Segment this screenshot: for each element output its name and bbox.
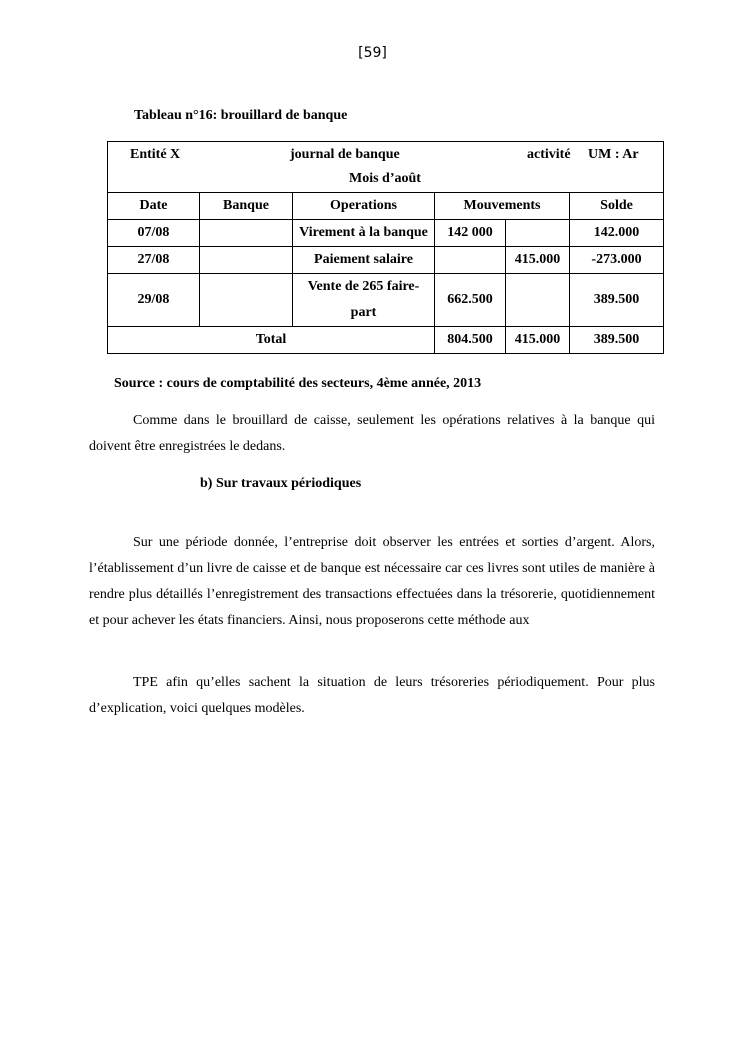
- total-credit: 415.000: [506, 327, 570, 354]
- column-header-date: Date: [108, 193, 200, 220]
- row-date: 27/08: [108, 247, 200, 274]
- row-credit: [506, 220, 570, 247]
- row-balance: 389.500: [570, 274, 664, 327]
- total-label: Total: [108, 327, 435, 354]
- paragraph-2: Sur une période donnée, l’entreprise doit observer les entrées et sorties d’argent. Alors, l’établissement d’un livre de caisse et de banque est nécessaire car ces livres sont utiles de manière à rendre plus détaillés l’enregistrement des transactions effectuées dans la trésorerie, quotidiennement et pour achever les états financiers. Ainsi, nous proposerons cette méthode aux: [89, 535, 655, 628]
- journal-label: journal de banque: [290, 147, 400, 162]
- month-label: Mois d’août: [349, 171, 421, 186]
- column-header-bank: Banque: [200, 193, 293, 220]
- table-header-block: [108, 142, 664, 193]
- row-bank: [200, 220, 293, 247]
- table-row: [108, 247, 664, 274]
- row-bank: [200, 247, 293, 274]
- row-debit: [435, 247, 506, 274]
- page-number: [59]: [358, 45, 387, 61]
- table-row: [108, 220, 664, 247]
- unit-label: UM : Ar: [588, 147, 639, 162]
- row-operation: Virement à la banque: [293, 220, 435, 247]
- table-source: Source : cours de comptabilité des secteurs, 4ème année, 2013: [114, 376, 482, 391]
- row-credit: [506, 274, 570, 327]
- section-subheading: b) Sur travaux périodiques: [200, 476, 362, 491]
- column-header-row: [108, 193, 664, 220]
- paragraph-1: Comme dans le brouillard de caisse, seulement les opérations relatives à la banque qui doivent être enregistrées le dedans.: [89, 413, 655, 454]
- column-header-movements: Mouvements: [435, 193, 570, 220]
- total-balance: 389.500: [570, 327, 664, 354]
- total-debit: 804.500: [435, 327, 506, 354]
- table-row: [108, 274, 664, 327]
- table-caption: Tableau n°16: brouillard de banque: [134, 108, 348, 123]
- total-row: [108, 327, 664, 354]
- paragraph-3: TPE afin qu’elles sachent la situation de leurs trésoreries périodiquement. Pour plus d’explication, voici quelques modèles.: [89, 675, 655, 716]
- activity-label: activité: [527, 147, 571, 162]
- entity-label: Entité X: [130, 147, 181, 162]
- row-date: 29/08: [108, 274, 200, 327]
- row-operation: Paiement salaire: [293, 247, 435, 274]
- column-header-balance: Solde: [570, 193, 664, 220]
- bank-journal-table: [107, 141, 664, 354]
- row-operation: Vente de 265 faire-part: [293, 274, 435, 327]
- row-balance: 142.000: [570, 220, 664, 247]
- row-credit: 415.000: [506, 247, 570, 274]
- row-debit: 142 000: [435, 220, 506, 247]
- row-debit: 662.500: [435, 274, 506, 327]
- row-bank: [200, 274, 293, 327]
- row-date: 07/08: [108, 220, 200, 247]
- column-header-operations: Operations: [293, 193, 435, 220]
- row-balance: -273.000: [570, 247, 664, 274]
